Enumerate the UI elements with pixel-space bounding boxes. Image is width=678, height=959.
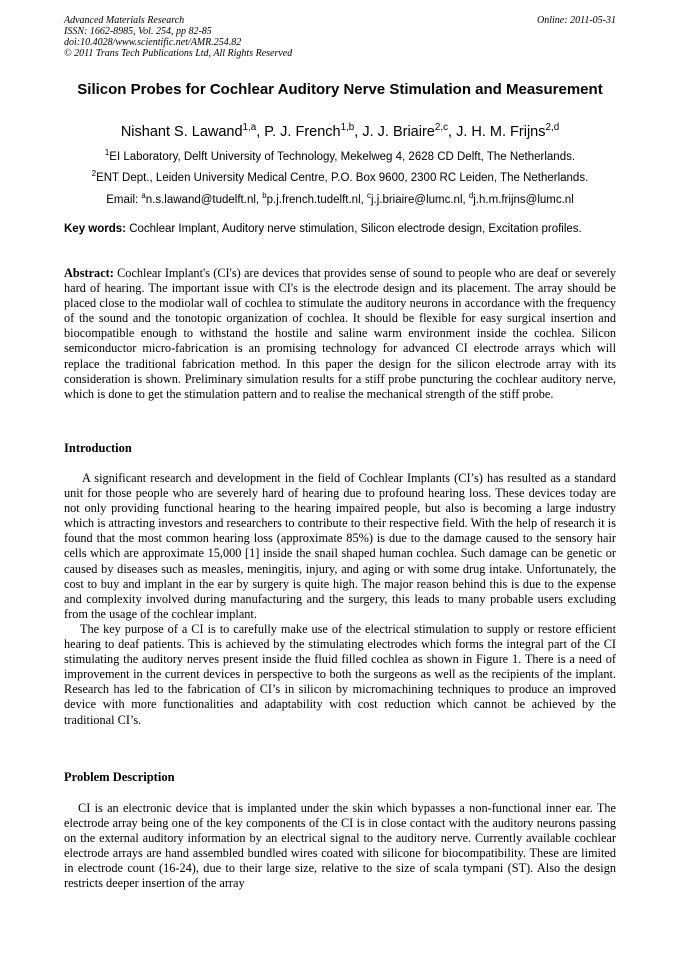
copyright-notice: © 2011 Trans Tech Publications Ltd, All Rights Reserved	[64, 48, 293, 59]
introduction-body	[64, 471, 616, 728]
section-heading-problem-description: Problem Description	[64, 770, 175, 784]
keywords-label: Key words:	[64, 223, 126, 235]
email-address: j.j.briaire@lumc.nl	[370, 194, 463, 206]
affiliation-2: $^2$ENT Dept., Leiden University Medical Centre, P.O. Box 9600, 2300 RC Leiden, The Netherlands.	[91, 169, 589, 184]
paragraph: A significant research and development in the field of Cochlear Implants (CI’s) has resulted as a standard unit for those people who are severely hard of hearing due to profound hearing loss. These devices today are not only providing functional hearing to the hearing impaired people, but also is becoming a large industry which is attracting investors and researchers to contribute to their respective field. With the help of research it is found that the most common hearing loss (approximate 85%) is due to the damage caused to the sensory hair cells which are approximate 15,000 [1] inside the snail shaped human cochlea. Such damage can be genetic or caused by diseases such as measles, meningitis, injury, and aging or with some drug intake. Unfortunately, the cost to buy and implant in the ear by surgery is quite high. The major reason behind this is due to the expense and complexity involved during manufacturing and the surgery, this leads to many probable users excluding from the usage of the cochlear implant.	[64, 471, 616, 621]
author-name: J. J. Briaire	[362, 124, 435, 140]
paragraph: The key purpose of a CI is to carefully make use of the electrical stimulation to supply or restore efficient hearing to deaf patients. This is achieved by the stimulating electrodes which forms the integral part of the CI stimulating the auditory nerves present inside the fluid filled cochlea as shown in Figure 1. There is a need of improvement in the current devices in perspective to both the surgeons as well as the recipients of the implant. Research has led to the fabrication of CI’s in silicon by micromachining techniques to produce an improved device with more functionalities and adaptability with cost reduction which cannot be achieved by the traditional CI’s.	[64, 621, 616, 727]
journal-issn: ISSN: 1662-8985, Vol. 254, pp 82-85	[64, 26, 212, 37]
abstract-label: Abstract:	[64, 266, 114, 280]
affiliation-1: $^1$EI Laboratory, Delft University of Technology, Mekelweg 4, 2628 CD Delft, The Netherlands.	[104, 148, 576, 163]
author-affiliation-mark: 2,d	[545, 122, 560, 134]
abstract-text: Cochlear Implant's (CI's) are devices that provides sense of sound to people who are deaf or severely hard of hearing. The important issue with CI's is the electrode design and its placement. The array should be placed close to the modiolar wall of cochlea to stimulate the auditory neurons in accordance with the frequency of the sound and the tonotopic organization of cochlea. It should be flexible for easy surgical insertion and biocompatible enough to withstand the hostile and saline warm environment inside the cochlea. Silicon semiconductor micro-fabrication is an promising technology for advanced CI electrode arrays which will replace the traditional fabrication method. In this paper the design for the silicon electrode array with its consideration is shown. Preliminary simulation results for a stiff probe puncturing the cochlear auditory nerve, which is done to get the stimulation pattern and to realise the mechanical strength of the stiff probe.	[64, 266, 616, 401]
keywords	[64, 222, 616, 236]
abstract	[64, 266, 616, 402]
journal-header	[64, 15, 616, 59]
section-heading-introduction: Introduction	[64, 441, 132, 455]
email-address: p.j.french.tudelft.nl	[266, 194, 361, 206]
author-name: Nishant S. Lawand	[120, 124, 243, 140]
paper-title: Silicon Probes for Cochlear Auditory Nerve Stimulation and Measurement	[77, 81, 603, 98]
email-line: Email: $^a$n.s.lawand@tudelft.nl, $^b$p.j.french.tudelft.nl, $^c$j.j.briaire@lumc.nl, $^d$j.h.m.frijns@lumc.nl	[106, 191, 574, 206]
author-affiliation-mark: 2,c	[434, 122, 448, 134]
author-list: Nishant S. Lawand$^{1,a}$, P. J. French$^{1,b}$, J. J. Briaire$^{2,c}$, J. H. M. Frijns$^{2,d}$	[120, 122, 560, 140]
paragraph: CI is an electronic device that is implanted under the skin which bypasses a non-functional inner ear. The electrode array being one of the key components of the CI is in close contact with the auditory neurons passing on the external auditory information by an electrical signal to the auditory nerve. Currently available cochlear electrode arrays are hand assembled bundled wires coated with silicone for biocompatibility. These are limited in electrode count (16-24), due to their large size, relative to the size of scala tympani (ST). Also the design restricts deeper insertion of the array	[64, 801, 616, 891]
journal-doi: doi:10.4028/www.scientific.net/AMR.254.82	[64, 37, 242, 48]
problem-description-body	[64, 801, 616, 892]
online-date: Online: 2011-05-31	[537, 15, 616, 26]
author-affiliation-mark: 1,b	[340, 122, 355, 134]
author-name: P. J. French	[264, 124, 341, 140]
author-affiliation-mark: 1,a	[242, 122, 257, 134]
keywords-text: Cochlear Implant, Auditory nerve stimulation, Silicon electrode design, Excitation profiles.	[126, 223, 582, 235]
journal-name: Advanced Materials Research	[64, 15, 185, 26]
email-address: n.s.lawand@tudelft.nl	[145, 194, 256, 206]
author-name: J. H. M. Frijns	[456, 124, 546, 140]
email-address: j.h.m.frijns@lumc.nl	[473, 194, 574, 206]
